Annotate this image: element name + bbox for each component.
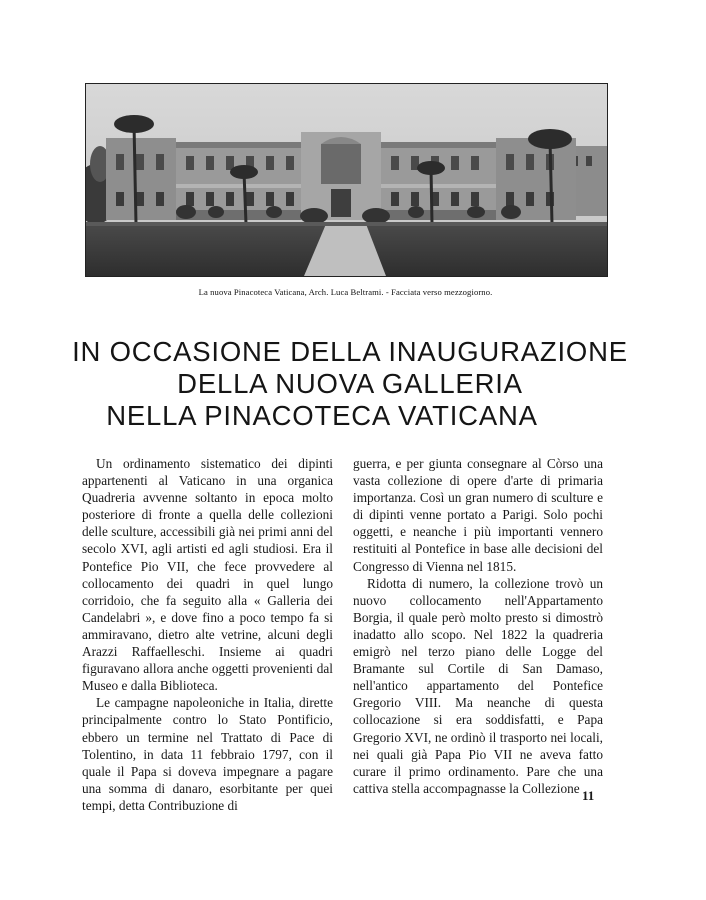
article-title-line-1: IN OCCASIONE DELLA INAUGURAZIONE [72, 336, 628, 367]
page-number: 11 [582, 788, 595, 803]
paragraph: Ridotta di numero, la collezione trovò un nuovo collocamento nell'Appartamento Borgia, il quale però molto presto si dimostrò inadatto allo scopo. Nel 1822 la quadreria emigrò nel terzo piano delle Logge del Bramante sul Cortile di San Damaso, nell'antico appartamento del Pontefice Gregorio VIII. Ma neanche di questa collocazione si era soddisfatti, e Papa Gregorio XVI, ne ordinò il trasporto nei locali, nei quali già Papa Pio VII ne aveva fatto curare il primo ordinamento. Pare che una cattiva stella accompagnasse la Collezione [353, 575, 603, 796]
text-column-left [82, 455, 333, 814]
paragraph: Le campagne napoleoniche in Italia, dirette principalmente contro lo Stato Pontificio, ebbero un termine nel Trattato di Pace di Tolentino, in data 11 febbraio 1797, con il quale il Papa si doveva impegnare a pagare una somma di danaro, esorbitante per quei tempi, detta Contribuzione di [82, 695, 333, 813]
figure-caption: La nuova Pinacoteca Vaticana, Arch. Luca Beltrami. - Facciata verso mezzogiorno. [198, 287, 493, 297]
text-column-right [353, 455, 603, 797]
pinacoteca-facade-photo [85, 83, 608, 277]
paragraph: Un ordinamento sistematico dei dipinti appartenenti al Vaticano in una organica Quadreria avvenne soltanto in epoca molto posteriore di fronte a quella delle collezioni delle sculture, accessibili già nei primi anni del secolo XVI, agli artisti ed agli studiosi. Era il Pontefice Pio VII, che fece provvedere al collocamento dei quadri in quel lungo corridoio, che fa seguito alla « Galleria dei Candelabri », e dove fino a poco tempo fa si ammiravano, dietro alte vetrine, alcuni degli Arazzi Raffaelleschi. Insieme ai quadri figuravano allora anche oggetti provenienti dal Museo e dalla Biblioteca. [82, 456, 333, 694]
article-title-line-2: DELLA NUOVA GALLERIA [177, 368, 523, 399]
article-title-line-3: NELLA PINACOTECA VATICANA [106, 400, 538, 431]
paragraph: guerra, e per giunta consegnare al Còrso una vasta collezione di opere d'arte di primaria importanza. Così un gran numero di sculture e di dipinti venne portato a Parigi. Solo pochi oggetti, e neanche i più importanti vennero restituiti al Pontefice in base alle decisioni del Congresso di Vienna nel 1815. [353, 456, 603, 574]
